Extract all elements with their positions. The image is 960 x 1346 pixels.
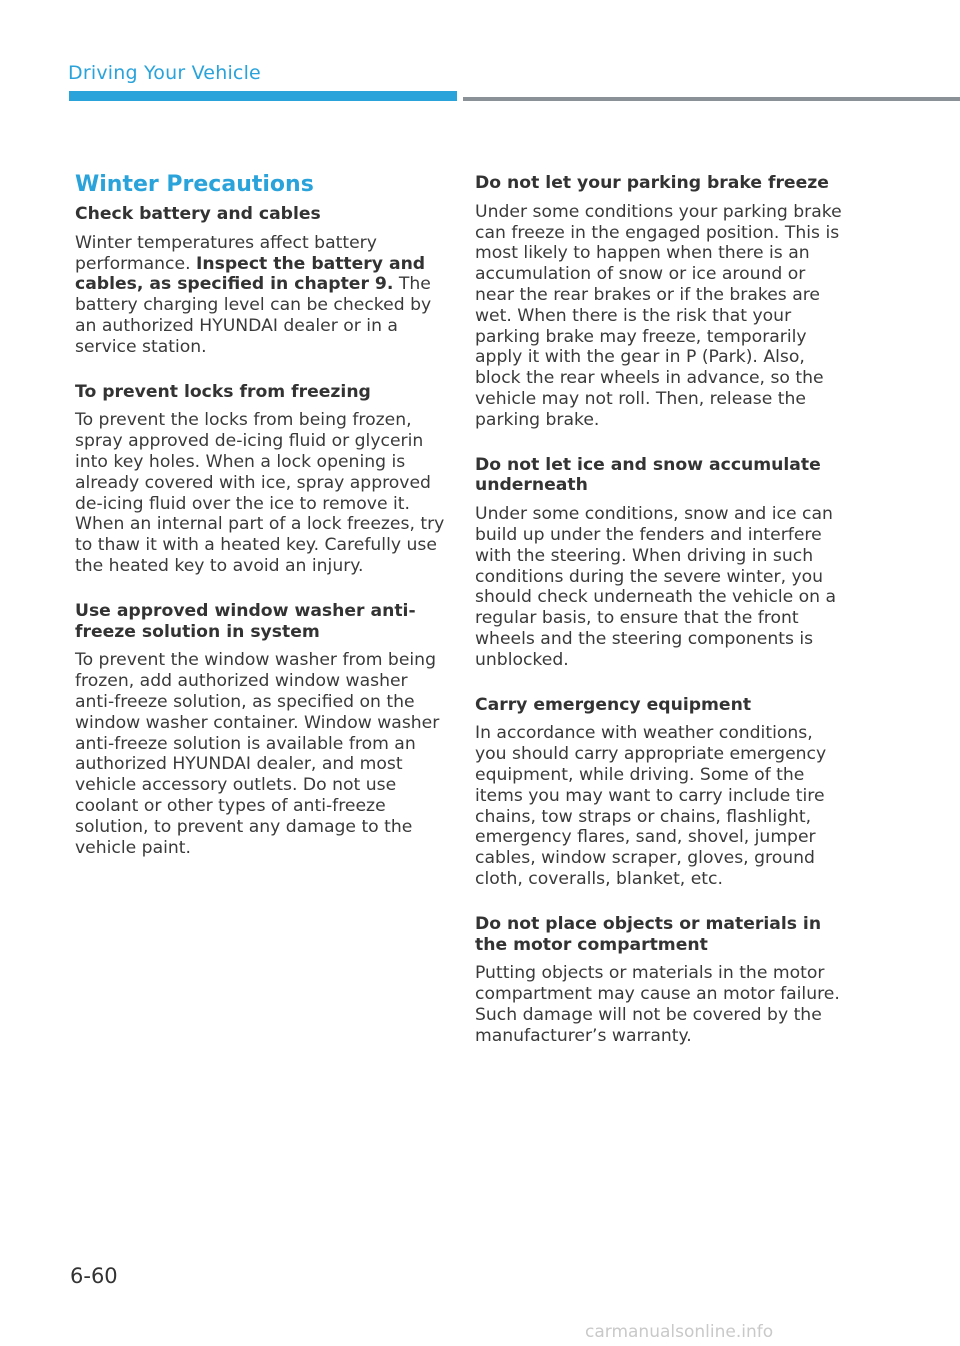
- watermark: carmanualsonline.info: [585, 1322, 774, 1342]
- emphasized-text: Inspect the battery and cables, as specified in chapter 9.: [75, 253, 426, 295]
- subsection-heading: To prevent locks from freezing: [75, 381, 371, 402]
- header-accent-bar: [69, 91, 457, 101]
- subsection-heading: Use approved window washer anti-freeze solution in system: [75, 600, 416, 642]
- body-text: In accordance with weather conditions, you should carry appropriate emergency equipment, while driving. Some of the items you may want to carry include tire chains, tow straps or chains, flashlight, emergency flares, sand, shovel, jumper cables, window scraper, gloves, ground cloth, coveralls, blanket, etc.: [475, 723, 827, 889]
- subsection-paragraph: [475, 723, 847, 889]
- left-column-blocks: [75, 204, 447, 858]
- subsection-heading: Carry emergency equipment: [475, 694, 752, 715]
- body-text: The battery charging level can be checked by an authorized HYUNDAI dealer or in a service station.: [75, 274, 432, 357]
- subsection-paragraph: [475, 963, 847, 1046]
- subsection-heading: Do not let your parking brake freeze: [475, 173, 829, 193]
- subsection-paragraph: [75, 650, 447, 858]
- subsection-paragraph: [475, 202, 847, 431]
- body-text: To prevent the window washer from being frozen, add authorized window washer anti-freeze solution, as specified on the window washer container. Window washer anti-freeze solution is available from an authorized HYUNDAI dealer, and most vehicle accessory outlets. Do not use coolant or other types of anti-freeze solution, to prevent any damage to the vehicle paint.: [75, 650, 440, 858]
- subsection-heading: Do not let ice and snow accumulate underneath: [475, 454, 821, 496]
- subsection-paragraph: [475, 504, 847, 670]
- subsection-paragraph: [75, 410, 447, 576]
- page-number: 6-60: [70, 1264, 118, 1288]
- section-title: Winter Precautions: [75, 172, 314, 197]
- subsection-heading: Check battery and cables: [75, 204, 321, 224]
- header-rule: [463, 97, 960, 101]
- body-text: Under some conditions your parking brake can freeze in the engaged position. This is most likely to happen when there is an accumulation of snow or ice around or near the rear brakes or if the brakes are wet. When there is the risk that your parking brake may freeze, temporarily apply it with the gear in P (Park). Also, block the rear wheels in advance, so the vehicle may not roll. Then, release the parking brake.: [475, 201, 842, 430]
- body-text: Putting objects or materials in the motor compartment may cause an motor failure. Such damage will not be covered by the manufacturer’s warranty.: [475, 963, 840, 1046]
- body-text: To prevent the locks from being frozen, spray approved de-icing fluid or glycerin into key holes. When a lock opening is already covered with ice, spray approved de-icing fluid over the ice to remove it. When an internal part of a lock freezes, try to thaw it with a heated key. Carefully use the heated key to avoid an injury.: [75, 410, 445, 576]
- chapter-title: Driving Your Vehicle: [68, 62, 261, 84]
- body-text: Winter temperatures affect battery performance.: [75, 232, 377, 274]
- subsection-heading: Do not place objects or materials in the motor compartment: [475, 913, 822, 955]
- left-column: [75, 171, 447, 882]
- body-text: Under some conditions, snow and ice can build up under the fenders and interfere with the steering. When driving in such conditions during the severe winter, you should check underneath the vehicle on a regular basis, to ensure that the front wheels and the steering components is unblocked.: [475, 504, 837, 670]
- right-column-blocks: [475, 173, 847, 1046]
- subsection-paragraph: [75, 233, 447, 358]
- right-column: [475, 173, 847, 1070]
